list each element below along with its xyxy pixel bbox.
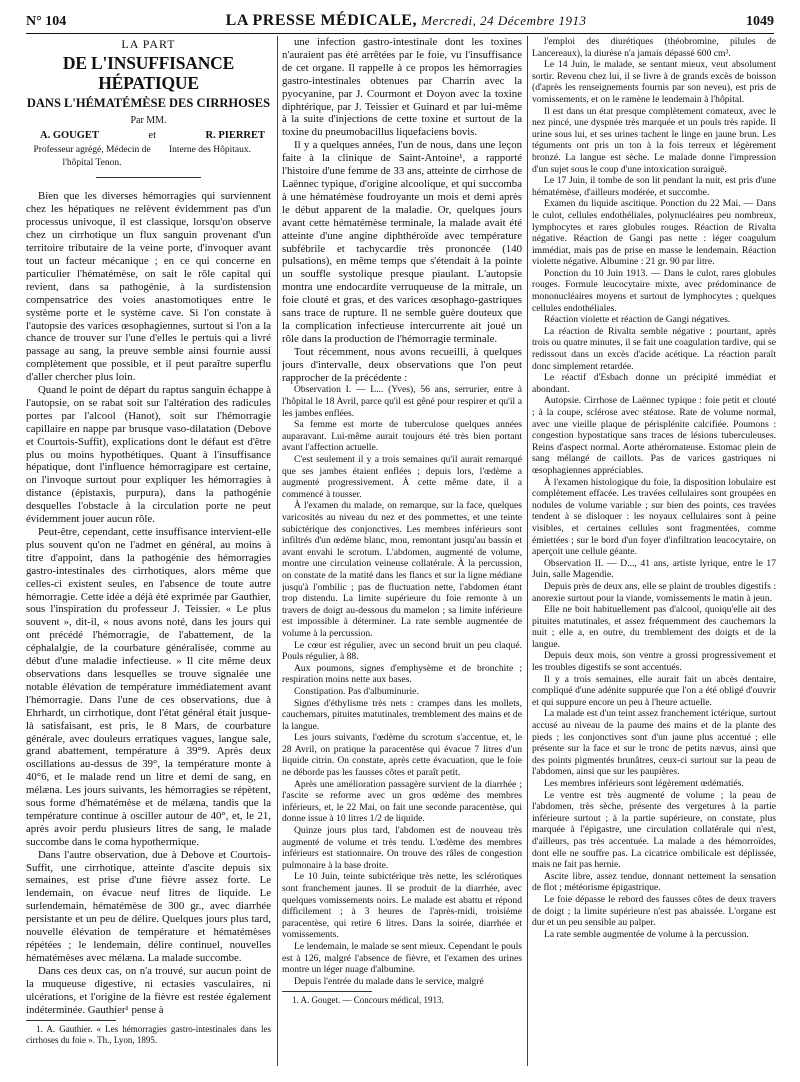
column-rule-1 — [277, 36, 278, 1066]
title-separator — [96, 177, 201, 178]
paragraph: Le ventre est très augmenté de volume ; la peau de l'abdomen, très sèche, présente des vergetures à la partie inférieure surtout ; à la partie supérieure, on constate, plus marquée à l'épigastre, une circulation collatérale qui n'est, d'ailleurs, pas très accentuée. La malade a des hémorroïdes, dont elle ne souffre pas. La cicatrice ombilicale est déplissée, mais ne fait pas hernie. — [532, 789, 776, 871]
paragraph: Quinze jours plus tard, l'abdomen est de nouveau très augmenté de volume et très tendu. L'œdème des membres inférieurs est stationnaire. On trouve des râles de congestion pulmonaire à la base droite. — [282, 825, 522, 871]
article-subtitle: DANS L'HÉMATÉMÈSE DES CIRRHOSES — [26, 95, 271, 110]
paragraph: Quand le point de départ du raptus sanguin échappe à l'autopsie, on se rabat soit sur l'altération des radicules portes par l'alcool (Hanot), soit sur l'hémorragie capillaire en nappe par brusque vaso-dilatation (Debove et Courtois-Suffit), explications dont le défaut est d'être plus ou moins hypothétiques. Quant à l'insuffisance hépatique, dont l'influence hémorragipare est certaine, on l'invoque surtout pour expliquer les hémorragies à distance (épistaxis, purpura), dans la pathogénie desquelles l'obstacle à la circulation porte ne peut évidemment jouer aucun rôle. — [26, 384, 271, 526]
paragraph: Examen du liquide ascitique. Ponction du 22 Mai. — Dans le culot, cellules endothéliales, polynucléaires peu nombreux, lymphocytes et rares globules rouges. Réaction de Rivalta négative. Réaction de Gangi pas nette : léger coagulum immédiat, mais pas de prise en masse le lendemain. Réaction violette négative. Albumine : 21 gr. 90 par litre. — [532, 198, 776, 268]
paragraph: Après une amélioration passagère survient de la diarrhée ; l'ascite se reforme avec un gros œdème des membres inférieurs, et, le 22 Mai, on fait une seconde paracentèse, qui donne issue à 10 litres 1/2 de liquide. — [282, 778, 522, 825]
paragraph: La réaction de Rivalta semble négative ; pourtant, après trois ou quatre minutes, il se fait une coagulation tardive, qui se redissout dans un excès d'acide acétique. La réaction paraît donc simplement retardée. — [532, 325, 776, 372]
paragraph: Sa femme est morte de tuberculose quelques années auparavant. Lui-même aurait toujours été très bien portant avant l'affection actuelle. — [282, 419, 522, 454]
byline-par: Par MM. — [130, 114, 167, 126]
paragraph: Autopsie. Cirrhose de Laënnec typique : foie petit et clouté ; à la coupe, sclérose avec stéatose. Rate de volume normal, avec une vieille plaque de périsplénite calcifiée. Poumons : congestion hypostatique sans traces de lésions tuberculeuses. Reins d'aspect normal. Aorte athéromateuse. Estomac plein de sang mélangé de caillots. Pas de varices gastriques ni œsophagiennes appréciables. — [532, 395, 776, 476]
paragraph: Les membres inférieurs sont légèrement œdématiés. — [544, 778, 744, 789]
paragraph: Le 10 Juin, teinte subictérique très nette, les sclérotiques sont franchement jaunes. Il se produit de la diarrhée, avec quelques vomissements noirs. Le malade est abattu et répond difficilement ; à 3 heures de l'après-midi, troisième paracentèse, qui retire 6 litres. Dans la soirée, diarrhée et vomissements. — [282, 871, 522, 941]
footnote-rule — [282, 991, 372, 992]
issue-number: N° 104 — [26, 14, 67, 29]
footnote: 1. A. Gauthier. « Les hémorragies gastro-intestinales dans les cirrhoses du foie ». Th., Lyon, 1895. — [26, 1024, 271, 1046]
paragraph: Il y a trois semaines, elle aurait fait un abcès dentaire, compliqué d'une adénite suppurée que l'on a été obligé d'ouvrir et qui suppure encore un peu à l'heure actuelle. — [532, 673, 776, 708]
paragraph: C'est seulement il y a trois semaines qu'il aurait remarqué que ses jambes étaient enflées ; depuis lors, l'œdème a augmenté progressivement. À cette même date, il a commencé à tousser. — [282, 454, 522, 500]
author-1-role: Professeur agrégé, Médecin de l'hôpital Tenon. — [33, 144, 151, 168]
paragraph: Signes d'éthylisme très nets : crampes dans les mollets, cauchemars, pituites matutinales, tremblement des mains et de la langue. — [282, 697, 522, 732]
column-1-body — [26, 190, 271, 1016]
paragraph: Le 17 Juin, il tombe de son lit pendant la nuit, est pris d'une hématémèse, d'ailleurs modérée, et succombe. — [532, 175, 776, 198]
column-rule-2 — [527, 36, 528, 1066]
paragraph: Bien que les diverses hémorragies qui surviennent chez les hépatiques ne relèvent évidemment pas d'un processus univoque, il est classique, lorsqu'on observe chez un cirrhotique un flux sanguin provenant d'un territoire tributaire de la veine porte, d'invoquer avant tout un facteur mécanique ; en ce qui concerne en particulier l'hématémèse, on sait le rôle capital qui revient, dans sa pathogénie, à la surdistension compensatrice des voies anastomotiques entre le système porte et le système cave. Si l'on constate à l'autopsie des varices œsophagiennes, surtout si l'on a la chance de trouver sur l'une d'elles le pertuis qui a livré passage au sang, la preuve semble ainsi fournie aussi complètement que possible, et il peut paraître superflu d'aller chercher plus loin. — [26, 190, 271, 384]
column-3-body — [532, 36, 776, 940]
page-number: 1049 — [745, 14, 774, 29]
paragraph: Elle ne boit habituellement pas d'alcool, quoiqu'elle ait des pituites matutinales, et assez fréquemment des cauchemars la nuit ; elle a, en outre, du tremblement des doigts et de la langue. — [532, 604, 776, 650]
paragraph: Tout récemment, nous avons recueilli, à quelques jours d'intervalle, deux observations que l'on peut rapprocher de la précédente : — [282, 345, 522, 384]
paragraph: Ascite libre, assez tendue, donnant nettement la sensation de flot ; météorisme épigastrique. — [532, 870, 776, 894]
paragraph: Le lendemain, le malade se sent mieux. Cependant le pouls est à 126, malgré l'absence de fièvre, et l'examen des urines montre un léger nuage d'albumine. — [282, 940, 522, 976]
paragraph: Dans l'autre observation, due à Debove et Courtois-Suffit, une cirrhotique, atteinte d'ascite depuis six semaines, est prise d'une fièvre assez forte. Le lendemain, on évacue neuf litres de liquide. Le surlendemain, hématémèse de 300 gr., avec diarrhée persistante et un peu de délire. Quelques jours plus tard, nouvelle élévation de température et hématémèses répétées ; le lendemain, délire continuel, nouvelles hématémèses avec mélæna. La malade succombe. — [26, 848, 271, 964]
column-2-body — [282, 36, 522, 384]
paragraph: Observation II. — D..., 41 ans, artiste lyrique, entre le 17 Juin, salle Magendie. — [532, 557, 776, 581]
paragraph: Réaction violette et réaction de Gangi négatives. — [544, 314, 731, 326]
paragraph: Les jours suivants, l'œdème du scrotum s'accentue, et, le 28 Avril, on pratique la paracentèse qui évacue 7 litres d'un liquide citrin. On constate, après cette évacuation, que le foie ne déborde pas les fausses côtes et paraît petit. — [282, 732, 522, 779]
paragraph: l'emploi des diurétiques (théobromine, pilules de Lancereaux), la diurèse n'a jamais dépassé 600 cm³. — [532, 36, 776, 59]
paragraph: Il y a quelques années, l'un de nous, dans une leçon faite à la clinique de Saint-Antoine¹, a rapporté l'histoire d'une femme de 33 ans, atteinte de cirrhose de Laënnec typique, d'origine alcoolique, et qui succomba à une hématémèse foudroyante un mois et demi après le début apparent de la maladie. Or, quelques jours avant cette hématémèse terminale, la malade avait été atteinte d'une angine diphthéroïde avec température subfébrile et tachycardie très prononcée (140 pulsations), en même temps que s'étendait à la pointe un souffle systolique presque piaulant. L'autopsie montra une endocardite verruqueuse de la mitrale, un foie clouté et gras, et des varices œsophago-gastriques sans trace de rupture. Il ne semble guère douteux que la complication infectieuse intercurrente ait joué un rôle dans la production de l'hémorragie terminale. — [282, 139, 522, 345]
author-conjunction: et — [148, 129, 156, 141]
paragraph: Aux poumons, signes d'emphysème et de bronchite ; respiration moins nette aux bases. — [282, 662, 522, 686]
column-2 — [282, 36, 522, 1066]
paragraph: Le réactif d'Esbach donne un précipité immédiat et abondant. — [532, 372, 776, 395]
author-2: R. PIERRET — [205, 129, 265, 141]
paragraph: Le cœur est régulier, avec un second bruit un peu claqué. Pouls régulier, à 88. — [282, 639, 522, 663]
paragraph: Il est dans un état presque complètement comateux, avec le nez pincé, une dyspnée très marquée et un pouls très rapide. Il urine sous lui, et ses urines tachent le linge en jaune brun. Les téguments ont pris un ton à la fois terreux et légèrement bronzé. La langue est sèche. Le malade donne l'impression d'un sujet sous le coup d'une intoxication suraiguë. — [532, 105, 776, 175]
article-kicker: LA PART — [121, 37, 176, 51]
column-1 — [26, 36, 271, 1066]
paragraph: Peut-être, cependant, cette insuffisance intervient-elle plus souvent qu'on ne l'admet en général, au moins à titre d'appoint, dans la pathogénie des hémorragies gastro-intestinales des cirrhotiques, alors même que celles-ci existent seules, en l'absence de toute autre hémorragie. Cette idée a déjà été exprimée par Gauthier, sous l'inspiration du professeur J. Teissier. « Le plus souvent », dit-il, « nous avons noté, dans les jours qui ont précédé l'hémorragie, de l'abattement, de la céphalalgie, de la courbature généralisée, comme au début d'une maladie infectieuse. » Il cite même deux observations dans lesquelles se trouve signalée une notable élévation de température immédiatement avant l'hémorragie. Dans l'une de ces observations, due à Ehrhardt, un cirrhotique, dont l'état général était jusque-là satisfaisant, est pris, le 8 Mars, de courbature générale, avec douleurs erratiques vagues, langue sale, grand abattement, température à 39°9. Après deux oscillations au-dessus de 39°, la température monte à 40°6, et le malade rend un litre et demi de sang, en mélæna. Les jours suivants, les hémorragies se répètent, sous forme d'hématémèse et de mélæna, tandis que la température continue à osciller autour de 40°, et, le 21, après avoir perdu plusieurs litres de sang, le malade succombe dans le coma hypothermique. — [26, 526, 271, 848]
footnote-rule — [26, 1020, 116, 1021]
paragraph: Le foie dépasse le rebord des fausses côtes de deux travers de doigt ; la limite supérieure n'est pas abaissée. L'organe est dur et un peu sensible au palper. — [532, 893, 776, 929]
column-3 — [532, 36, 776, 1066]
paragraph: Observation I. — L... (Yves), 56 ans, serrurier, entre à l'hôpital le 18 Avril, parce qu'il est gêné pour respirer et qu'il a les jambes enflées. — [282, 384, 522, 419]
paragraph: une infection gastro-intestinale dont les toxines n'auraient pas été arrêtées par le foie, vu l'insuffisance de cet organe. Il rappelle à ce propos les hémorragies gastro-intestinales obtenues par Charrin avec la pyocyanine, par J. Courmont et Doyon avec la toxine diphtérique, par J. Teissier et Guinard et par lui-même à la suite d'injections de cette toxine et surtout de la toxine du pneumobacillus liquefaciens bovis. — [282, 36, 522, 139]
author-roles — [32, 144, 265, 170]
observation-1 — [282, 384, 522, 987]
paragraph: Depuis près de deux ans, elle se plaint de troubles digestifs : anorexie surtout pour la viande, vomissements le matin à jeun. — [532, 580, 776, 604]
authors — [40, 130, 265, 143]
paragraph: Dans ces deux cas, on n'a trouvé, sur aucun point de la muqueuse digestive, ni ectasies vasculaires, ni ulcérations, et l'origine de la fièvre est restée également indéterminée. Gauthier¹ pense à — [26, 964, 271, 1016]
article-title: DE L'INSUFFISANCE HÉPATIQUE — [62, 52, 235, 93]
paragraph: Ponction du 10 Juin 1913. — Dans le culot, rares globules rouges. Formule leucocytaire mixte, avec prédominance de mononucléaires moyens et surtout de lymphocytes ; quelques cellules endothéliales. — [532, 267, 776, 314]
paragraph: La malade est d'un teint assez franchement ictérique, surtout accusé au niveau de la paume des mains et de la plante des pieds ; les conjonctives sont d'un jaune plus accentué ; elle présente sur la face et sur le tronc de petits nævus, ainsi que des points pigmentés brunâtres, ceux-ci surtout sur la peau de l'abdomen, ainsi que sur les paupières. — [532, 708, 776, 778]
journal-line — [226, 12, 587, 30]
paragraph: Depuis l'entrée du malade dans le service, malgré — [294, 975, 484, 987]
author-2-role: Interne des Hôpitaux. — [168, 144, 252, 155]
paragraph: À l'examen histologique du foie, la disposition lobulaire est complètement effacée. Les travées cellulaires sont groupées en nodules de volume variable ; sur bien des points, ces travées tendent à se disloquer : les noyaux cellulaires sont à peine visibles, et certaines cellules sont fragmentées, comme émiettées ; sur le bord d'un foyer d'infiltration leucocytaire, on aperçoit une cellule géante. — [532, 476, 776, 558]
paragraph: À l'examen du malade, on remarque, sur la face, quelques varicosités au niveau du nez et des pommettes, et une teinte subictérique des conjonctives. Les membres inférieurs sont infiltrés d'un œdème blanc, mou, remontant jusqu'au bassin et avant envahi le scrotum. L'abdomen, augmenté de volume, montre une circulation veineuse collatérale. À la percussion, on constate de la matité dans les flancs et sur la ligne médiane jusqu'à l'ombilic ; pas de fluctuation nette, l'abdomen étant trop distendu. La limite supérieure du foie remonte à un travers de doigt au-dessous du mamelon ; sa limite inférieure est impossible à déterminer. La rate semble augmentée de volume à la percussion. — [282, 500, 522, 639]
journal-name: LA PRESSE MÉDICALE, — [225, 12, 417, 29]
author-1: A. GOUGET — [40, 129, 99, 141]
issue-date: Mercredi, 24 Décembre 1913 — [421, 13, 587, 28]
paragraph: La rate semble augmentée de volume à la percussion. — [544, 928, 749, 940]
paragraph: Constipation. Pas d'albuminurie. — [294, 685, 419, 697]
footnote: 1. A. Gouget. — Concours médical, 1913. — [292, 995, 444, 1006]
paragraph: Depuis deux mois, son ventre a grossi progressivement et les troubles digestifs se sont accentués. — [532, 650, 776, 674]
paragraph: Le 14 Juin, le malade, se sentant mieux, veut absolument sortir. Revenu chez lui, il se livre à de grands excès de boisson (d'après les renseignements fournis par son neveu), est pris de vomissements, et on le ramène le lendemain à l'hôpital. — [532, 59, 776, 105]
running-header — [26, 8, 774, 34]
